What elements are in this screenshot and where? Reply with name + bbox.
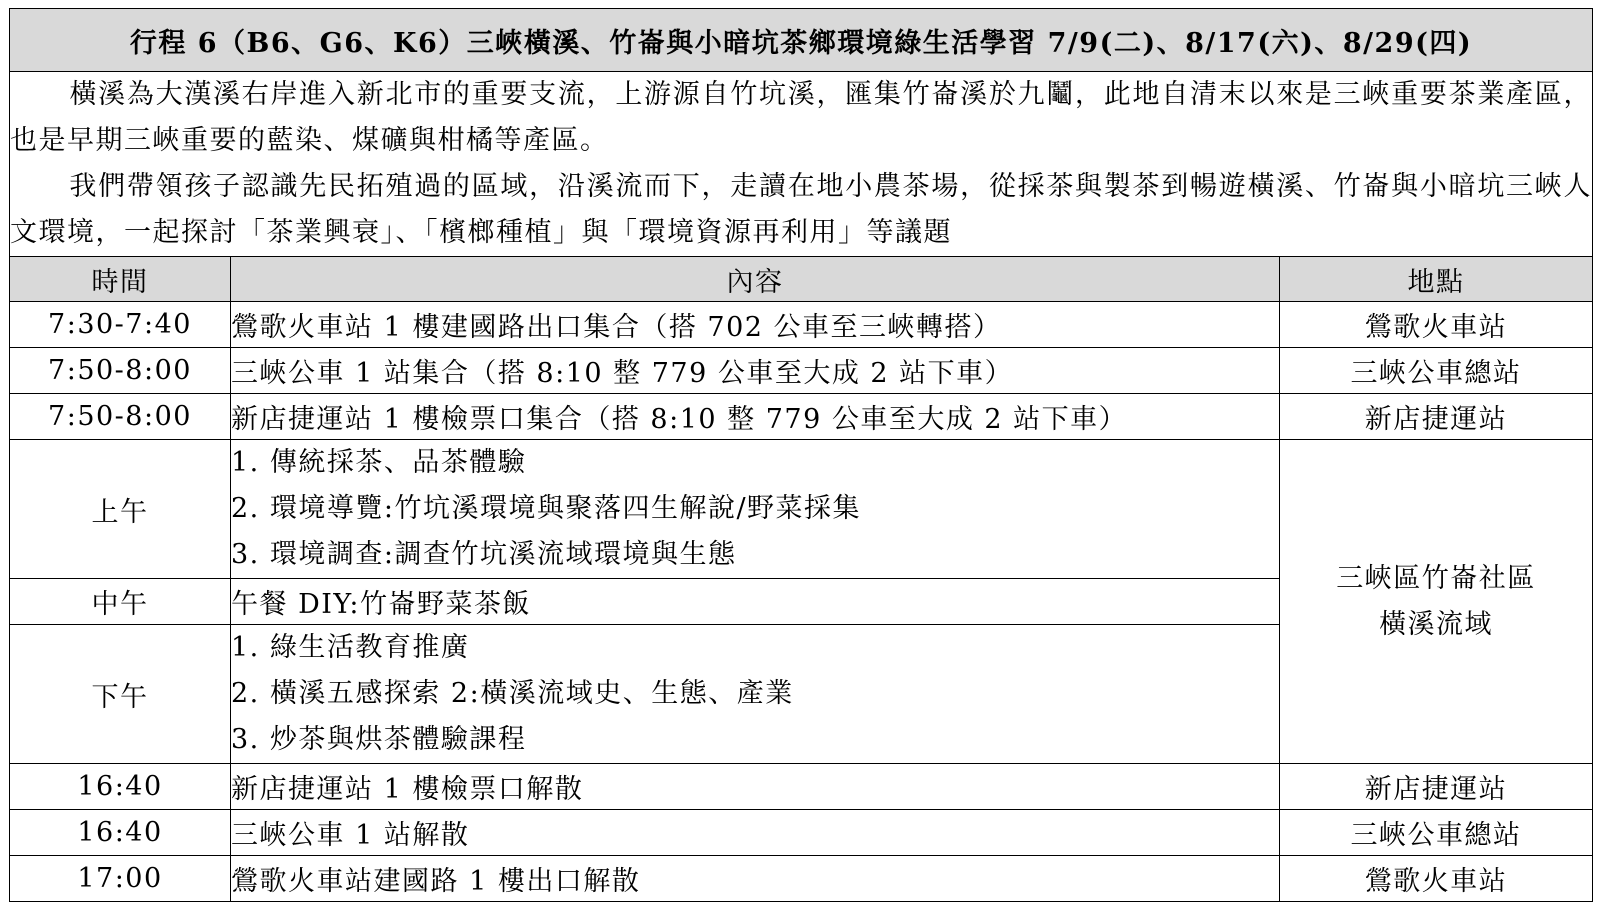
morning-time: 上午 (10, 440, 231, 579)
day-place (1280, 440, 1593, 764)
header-content: 內容 (231, 257, 1280, 302)
row-place: 鶯歌火車站 (1280, 856, 1593, 902)
table-row (10, 348, 1593, 394)
table-row (10, 810, 1593, 856)
row-content: 新店捷運站 1 樓檢票口集合（搭 8:10 整 779 公車至大成 2 站下車） (231, 394, 1280, 440)
itinerary-sheet (9, 8, 1592, 902)
intro-text (10, 72, 1593, 257)
afternoon-item: 3. 炒茶與烘茶體驗課程 (231, 724, 527, 755)
row-content: 鶯歌火車站建國路 1 樓出口解散 (231, 856, 1280, 902)
table-row (10, 764, 1593, 810)
table-row (10, 856, 1593, 902)
afternoon-content (231, 625, 1280, 764)
row-content: 鶯歌火車站 1 樓建國路出口集合（搭 702 公車至三峽轉搭） (231, 302, 1280, 348)
morning-content (231, 440, 1280, 579)
row-time: 16:40 (10, 810, 231, 856)
row-content: 新店捷運站 1 樓檢票口解散 (231, 764, 1280, 810)
title-row (10, 9, 1593, 72)
table-row (10, 302, 1593, 348)
afternoon-time: 下午 (10, 625, 231, 764)
row-place: 三峽公車總站 (1280, 348, 1593, 394)
morning-item: 3. 環境調查:調查竹坑溪流域環境與生態 (231, 539, 737, 570)
row-content: 三峽公車 1 站解散 (231, 810, 1280, 856)
intro-row (10, 72, 1593, 257)
noon-time: 中午 (10, 579, 231, 625)
morning-row (10, 440, 1593, 579)
intro-paragraph-2: 我們帶領孩子認識先民拓殖過的區域，沿溪流而下，走讀在地小農茶場，從採茶與製茶到暢遊橫溪、竹崙與小暗坑三峽人文環境，一起探討「茶業興衰」、「檳榔種植」與「環境資源再利用」等議題 (10, 171, 1593, 248)
day-place-line2: 橫溪流域 (1379, 608, 1494, 640)
header-time: 時間 (10, 257, 231, 302)
row-time: 16:40 (10, 764, 231, 810)
header-row (10, 257, 1593, 302)
morning-item: 2. 環境導覽:竹坑溪環境與聚落四生解說/野菜採集 (231, 493, 862, 524)
itinerary-table (9, 8, 1593, 902)
row-place: 鶯歌火車站 (1280, 302, 1593, 348)
row-time: 7:50-8:00 (10, 348, 231, 394)
row-place: 三峽公車總站 (1280, 810, 1593, 856)
row-time: 7:30-7:40 (10, 302, 231, 348)
row-time: 7:50-8:00 (10, 394, 231, 440)
morning-item: 1. 傳統採茶、品茶體驗 (231, 447, 527, 478)
intro-paragraph-1: 橫溪為大漢溪右岸進入新北市的重要支流，上游源自竹坑溪，匯集竹崙溪於九鬮，此地自清末以來是三峽重要茶業產區，也是早期三峽重要的藍染、煤礦與柑橘等產區。 (10, 79, 1593, 156)
row-content: 三峽公車 1 站集合（搭 8:10 整 779 公車至大成 2 站下車） (231, 348, 1280, 394)
row-time: 17:00 (10, 856, 231, 902)
header-place: 地點 (1280, 257, 1593, 302)
row-place: 新店捷運站 (1280, 394, 1593, 440)
table-row (10, 394, 1593, 440)
afternoon-item: 2. 橫溪五感探索 2:橫溪流域史、生態、產業 (231, 678, 794, 709)
day-place-line1: 三峽區竹崙社區 (1336, 562, 1536, 594)
noon-content: 午餐 DIY:竹崙野菜茶飯 (231, 579, 1280, 625)
afternoon-item: 1. 綠生活教育推廣 (231, 632, 470, 663)
row-place: 新店捷運站 (1280, 764, 1593, 810)
itinerary-title: 行程 6（B6、G6、K6）三峽橫溪、竹崙與小暗坑茶鄉環境綠生活學習 7/9(二)、8/17(六)、8/29(四) (10, 9, 1593, 72)
